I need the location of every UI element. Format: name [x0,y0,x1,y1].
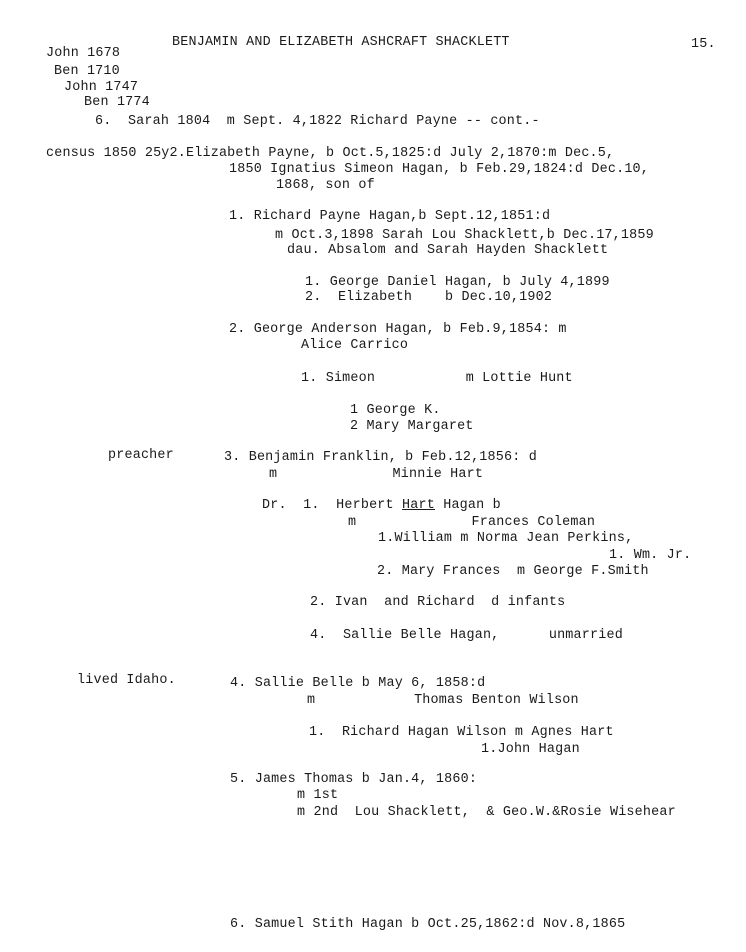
margin-note: preacher [108,448,174,463]
page-number: 15. [691,37,716,52]
text-line: 2. Ivan and Richard d infants [310,595,566,610]
text-line: 1 George K. [350,403,441,418]
text-line: 1. Richard Hagan Wilson m Agnes Hart [309,725,614,740]
text-line: 2. Mary Frances m George F.Smith [377,564,649,579]
text-line: m Minnie Hart [269,467,484,482]
lineage-item: Ben 1710 [54,64,120,79]
text-line: m Frances Coleman [348,515,596,530]
margin-note: lived Idaho. [77,673,176,688]
text-line: 3. Benjamin Franklin, b Feb.12,1856: d [224,450,537,465]
lineage-item: John 1678 [46,46,121,61]
text-line: m Oct.3,1898 Sarah Lou Shacklett,b Dec.17,1859 [275,228,654,243]
lineage-item: Ben 1774 [84,95,150,110]
text-line: 1.John Hagan [481,742,580,757]
text-line: 2 Mary Margaret [350,419,474,434]
text-segment: Hagan b [434,498,501,513]
text-line: 4. Sallie Belle Hagan, unmarried [310,628,623,643]
text-line: 1. Simeon m Lottie Hunt [301,371,573,386]
text-line: 5. James Thomas b Jan.4, 1860: [230,772,478,787]
text-line: 1. Richard Payne Hagan,b Sept.12,1851:d [229,209,551,224]
text-line: 1850 Ignatius Simeon Hagan, b Feb.29,1824:d Dec.10, [229,162,650,177]
underlined-text: Hart [402,498,435,513]
lineage-item: John 1747 [64,80,139,95]
text-line: 1868, son of [276,178,375,193]
text-line: dau. Absalom and Sarah Hayden Shacklett [287,243,609,258]
text-line: 6. Sarah 1804 m Sept. 4,1822 Richard Payne -- cont.- [95,114,540,129]
text-line: 2. Elizabeth b Dec.10,1902 [305,290,553,305]
text-line: 1. George Daniel Hagan, b July 4,1899 [305,275,610,290]
page-title: BENJAMIN AND ELIZABETH ASHCRAFT SHACKLETT [172,35,510,50]
text-line [262,498,501,513]
text-line: Alice Carrico [301,338,409,353]
text-line: 1.William m Norma Jean Perkins, [378,531,634,546]
text-line: census 1850 25y2.Elizabeth Payne, b Oct.5,1825:d July 2,1870:m Dec.5, [46,146,615,161]
text-line: 6. Samuel Stith Hagan b Oct.25,1862:d Nov.8,1865 [230,917,626,932]
text-segment: Dr. 1. Herbert [262,498,403,513]
text-line: 2. George Anderson Hagan, b Feb.9,1854: m [229,322,567,337]
text-line: 4. Sallie Belle b May 6, 1858:d [230,676,486,691]
text-line: m Thomas Benton Wilson [307,693,579,708]
text-line: 1. Wm. Jr. [609,548,692,563]
text-line: m 2nd Lou Shacklett, & Geo.W.&Rosie Wisehear [297,805,676,820]
text-line: m 1st [297,788,339,803]
